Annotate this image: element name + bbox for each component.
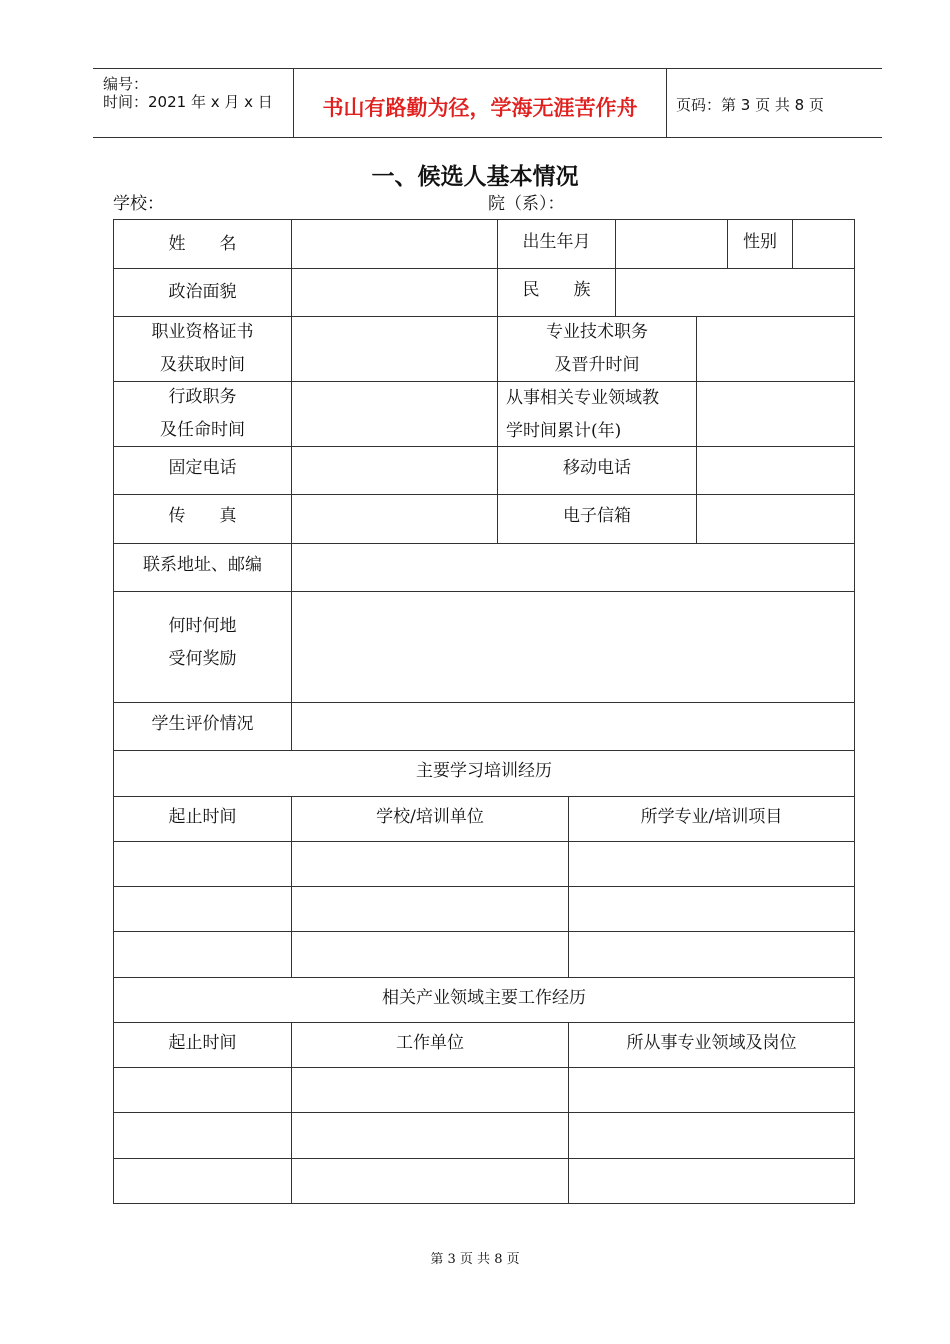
study-col-time: 起止时间: [168, 806, 237, 827]
qualification-cert-label: [114, 317, 291, 381]
department-label: 院（系）：: [488, 194, 565, 214]
header-meta-cell: [93, 69, 294, 137]
teaching-years-field[interactable]: [697, 382, 854, 446]
gender-field[interactable]: [793, 220, 854, 268]
fax-label: 传 真: [168, 505, 237, 526]
tech-title-label: [498, 317, 696, 381]
page-footer: 第 3 页 共 8 页: [430, 1252, 520, 1267]
tech-title-field[interactable]: [697, 317, 854, 381]
ethnicity-label: 民 族: [522, 280, 591, 300]
school-label: 学校：: [113, 194, 164, 214]
work-row-1-unit[interactable]: [292, 1068, 568, 1112]
qualification-cert-label-line2: 及获取时间: [160, 355, 245, 375]
study-row-1-major[interactable]: [569, 842, 854, 886]
header-page-cell: [667, 69, 882, 137]
work-row-3-time[interactable]: [114, 1159, 291, 1203]
header-motto-cell: [294, 69, 667, 137]
study-history-heading: 主要学习培训经历: [416, 760, 552, 781]
awards-label-line1: 何时何地: [168, 616, 237, 636]
email-field[interactable]: [697, 495, 854, 543]
doc-time-label: 时间：2021 年 x 月 x 日: [103, 93, 273, 111]
study-row-3-school[interactable]: [292, 932, 568, 977]
gender-label: 性别: [743, 231, 777, 252]
teaching-years-label: [498, 382, 696, 446]
address-field[interactable]: [292, 544, 854, 591]
awards-label-line2: 受何奖励: [168, 649, 237, 669]
study-row-1-school[interactable]: [292, 842, 568, 886]
work-row-1-time[interactable]: [114, 1068, 291, 1112]
landline-field[interactable]: [292, 447, 497, 494]
work-row-3-field[interactable]: [569, 1159, 854, 1203]
work-col-time: 起止时间: [168, 1032, 237, 1053]
birth-date-field[interactable]: [616, 220, 727, 268]
study-row-2-major[interactable]: [569, 887, 854, 931]
political-status-field[interactable]: [292, 269, 497, 316]
admin-post-field[interactable]: [292, 382, 497, 446]
name-label: 姓 名: [168, 233, 237, 254]
email-label: 电子信箱: [563, 505, 631, 526]
tech-title-label-line1: 专业技术职务: [546, 322, 648, 342]
fax-field[interactable]: [292, 495, 497, 543]
mobile-label: 移动电话: [563, 457, 631, 478]
political-status-label: 政治面貌: [168, 282, 237, 302]
admin-post-label: [114, 382, 291, 446]
qualification-cert-field[interactable]: [292, 317, 497, 381]
study-col-major: 所学专业/培训项目: [640, 806, 783, 827]
landline-label: 固定电话: [168, 457, 237, 478]
work-col-unit: 工作单位: [396, 1032, 464, 1053]
ethnicity-field[interactable]: [616, 269, 854, 316]
birth-date-label: 出生年月: [522, 231, 591, 252]
section-title: 一、候选人基本情况: [371, 164, 579, 190]
awards-label: [114, 592, 291, 694]
tech-title-label-line2: 及晋升时间: [554, 355, 640, 375]
work-row-1-field[interactable]: [569, 1068, 854, 1112]
name-field[interactable]: [292, 220, 497, 268]
study-col-school: 学校/培训单位: [376, 806, 484, 827]
address-label: 联系地址、邮编: [143, 554, 262, 575]
motto-text: 书山有路勤为径，学海无涯苦作舟: [322, 96, 638, 120]
study-row-1-time[interactable]: [114, 842, 291, 886]
qualification-cert-label-line1: 职业资格证书: [151, 322, 254, 342]
study-row-2-time[interactable]: [114, 887, 291, 931]
document-header: [93, 68, 882, 138]
admin-post-label-line1: 行政职务: [168, 387, 237, 407]
teaching-years-label-line1: 从事相关专业领域教: [506, 388, 659, 408]
study-row-3-major[interactable]: [569, 932, 854, 977]
student-evaluation-label: 学生评价情况: [151, 713, 254, 734]
work-row-2-field[interactable]: [569, 1113, 854, 1158]
mobile-field[interactable]: [697, 447, 854, 494]
work-row-2-time[interactable]: [114, 1113, 291, 1158]
page-number-label: 页码：第 3 页 共 8 页: [676, 96, 824, 114]
study-row-3-time[interactable]: [114, 932, 291, 977]
work-row-3-unit[interactable]: [292, 1159, 568, 1203]
study-row-2-school[interactable]: [292, 887, 568, 931]
admin-post-label-line2: 及任命时间: [160, 420, 245, 440]
awards-field[interactable]: [292, 592, 854, 702]
work-row-2-unit[interactable]: [292, 1113, 568, 1158]
work-history-heading: 相关产业领域主要工作经历: [382, 987, 586, 1008]
doc-number-label: 编号：: [103, 75, 149, 93]
teaching-years-label-line2: 学时间累计(年): [506, 421, 622, 441]
work-col-field: 所从事专业领域及岗位: [626, 1032, 797, 1053]
student-evaluation-field[interactable]: [292, 703, 854, 750]
